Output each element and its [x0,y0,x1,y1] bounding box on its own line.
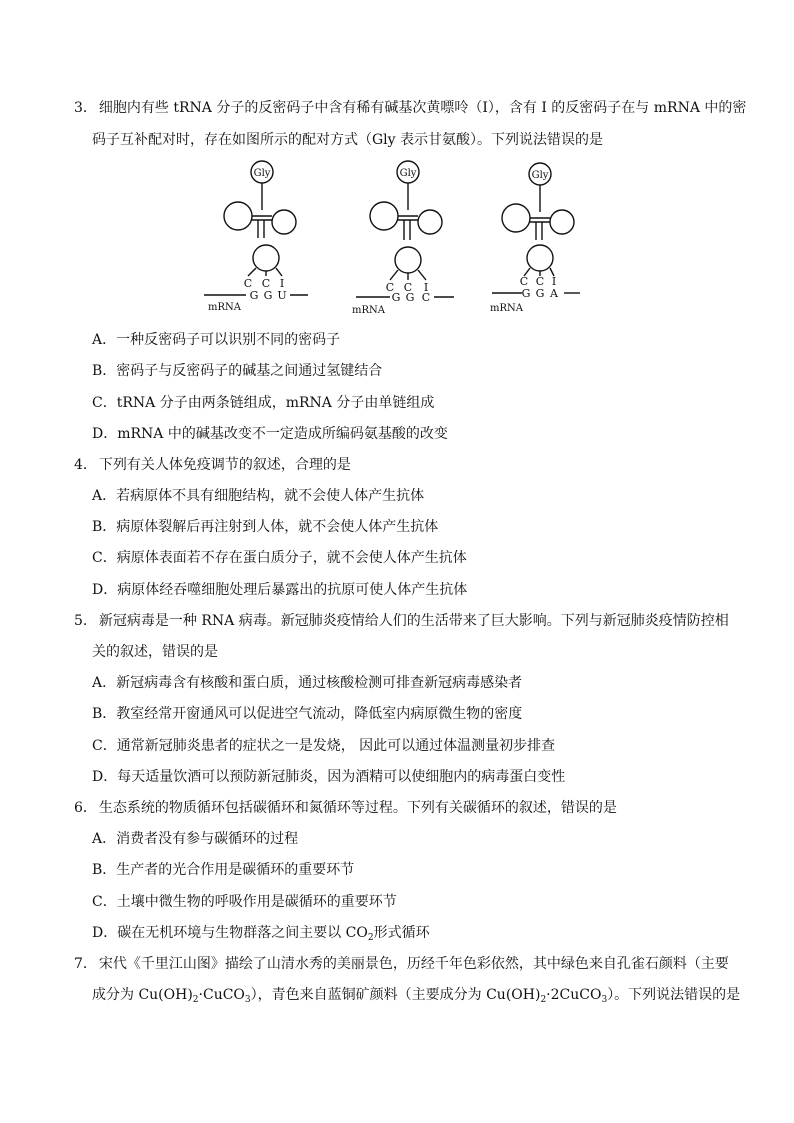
question-5-option-b[interactable]: B．教室经常开窗通风可以促进空气流动，降低室内病原微生物的密度 [92,706,523,722]
question-6-option-d[interactable] [92,923,430,943]
question-3-text-2: 码子互补配对时，存在如图所示的配对方式（Gly 表示甘氨酸）。下列说法错误的是 [92,132,604,148]
question-4-text-1: 下列有关人体免疫调节的叙述，合理的是 [98,457,351,473]
question-6-text-1: 生态系统的物质循环包括碳循环和氮循环等过程。下列有关碳循环的叙述，错误的是 [98,800,617,816]
codon-1-base-2: G [263,289,273,302]
codon-3-base-3: A [550,287,558,300]
question-5-number: 5． [74,613,97,629]
anticodon-3-base-2: C [535,275,545,288]
question-5-line-1 [74,611,729,631]
anticodon-1-base-2: C [261,277,271,290]
question-7-text-2b: ·CuCO [198,987,245,1003]
question-3-line-1 [74,98,746,118]
question-3-text-1: 细胞内有些 tRNA 分子的反密码子中含有稀有碱基次黄嘌呤（I），含有 I 的反密码子在与 mRNA 中的密 [98,100,747,116]
question-7-line-1 [74,954,729,974]
question-7-text-2a: 成分为 Cu(OH) [92,987,193,1003]
question-4-number: 4． [74,457,97,473]
anticodon-3-base-1: C [519,275,529,288]
anticodon-1-base-3: I [279,277,285,290]
question-3-number: 3． [74,100,97,116]
question-7-sub-2: 3 [244,995,251,1005]
question-6-option-c[interactable]: C．土壤中微生物的呼吸作用是碳循环的重要环节 [92,894,397,910]
question-7-text-2d: ·2CuCO [546,987,602,1003]
codon-1-base-3: U [277,289,287,302]
question-4-option-a[interactable]: A．若病原体不具有细胞结构，就不会使人体产生抗体 [92,488,425,504]
anticodon-2-base-1: C [385,281,395,294]
question-3-option-b[interactable]: B．密码子与反密码子的碱基之间通过氢键结合 [92,363,383,379]
question-7-sub-3: 2 [540,995,547,1005]
anticodon-2-base-3: I [423,281,429,294]
anticodon-3-base-3: I [551,275,557,288]
codon-2-base-2: G [405,291,415,304]
question-6-option-a[interactable]: A．消费者没有参与碳循环的过程 [92,831,299,847]
codon-2-base-3: C [421,291,431,304]
question-4-option-d[interactable]: D．病原体经吞噬细胞处理后暴露出的抗原可使人体产生抗体 [92,582,468,598]
anticodon-1-base-1: C [243,277,253,290]
question-6-number: 6． [74,800,97,816]
question-3-option-a[interactable]: A．一种反密码子可以识别不同的密码子 [92,332,341,348]
question-3-option-d[interactable]: D．mRNA 中的碱基改变不一定造成所编码氨基酸的改变 [92,426,448,442]
question-4-line-1 [74,455,351,475]
question-5-text-2: 关的叙述，错误的是 [92,644,218,660]
question-5-text-1: 新冠病毒是一种 RNA 病毒。新冠肺炎疫情给人们的生活带来了巨大影响。下列与新冠肺炎疫情防控相 [98,613,729,629]
amino-acid-label-2: Gly [399,168,417,179]
question-4-option-c[interactable]: C．病原体表面若不存在蛋白质分子，就不会使人体产生抗体 [92,550,467,566]
question-7-text-1: 宋代《千里江山图》描绘了山清水秀的美丽景色，历经千年色彩依然，其中绿色来自孔雀石颜料（主要 [98,956,729,972]
question-5-option-d[interactable]: D．每天适量饮酒可以预防新冠肺炎，因为酒精可以使细胞内的病毒蛋白变性 [92,769,566,785]
question-7-text-2c: ），青色来自蓝铜矿颜料（主要成分为 Cu(OH) [250,987,541,1003]
question-7-text-2e: ）。下列说法错误的是 [607,987,741,1003]
question-7-number: 7． [74,956,97,972]
anticodon-2-base-2: C [403,281,413,294]
question-6-option-d-suffix: 形式循环 [373,925,430,941]
question-6-option-d-sub: 2 [367,933,374,943]
question-6-line-1 [74,798,617,818]
codon-3-base-1: G [521,287,531,300]
question-5-option-a[interactable]: A．新冠病毒含有核酸和蛋白质，通过核酸检测可排查新冠病毒感染者 [92,675,523,691]
codon-1-base-1: G [249,289,259,302]
codon-3-base-2: G [535,287,545,300]
question-7-sub-1: 2 [192,995,199,1005]
trna-pairing-figure [200,160,600,325]
question-6-option-d-prefix: D．碳在无机环境与生物群落之间主要以 CO [92,925,368,941]
amino-acid-label-3: Gly [531,170,549,181]
question-3-option-c[interactable]: C．tRNA 分子由两条链组成，mRNA 分子由单链组成 [92,395,435,411]
amino-acid-label-1: Gly [253,168,271,179]
mrna-label-2: mRNA [352,305,385,316]
question-7-sub-4: 3 [601,995,608,1005]
question-5-option-c[interactable]: C．通常新冠肺炎患者的症状之一是发烧， 因此可以通过体温测量初步排查 [92,738,556,754]
question-6-option-b[interactable]: B．生产者的光合作用是碳循环的重要环节 [92,862,355,878]
question-7-line-2 [92,985,740,1005]
trna-diagram [200,160,600,325]
mrna-label-3: mRNA [490,303,523,314]
mrna-label-1: mRNA [208,302,241,313]
codon-2-base-1: G [391,291,401,304]
question-4-option-b[interactable]: B．病原体裂解后再注射到人体，就不会使人体产生抗体 [92,519,439,535]
